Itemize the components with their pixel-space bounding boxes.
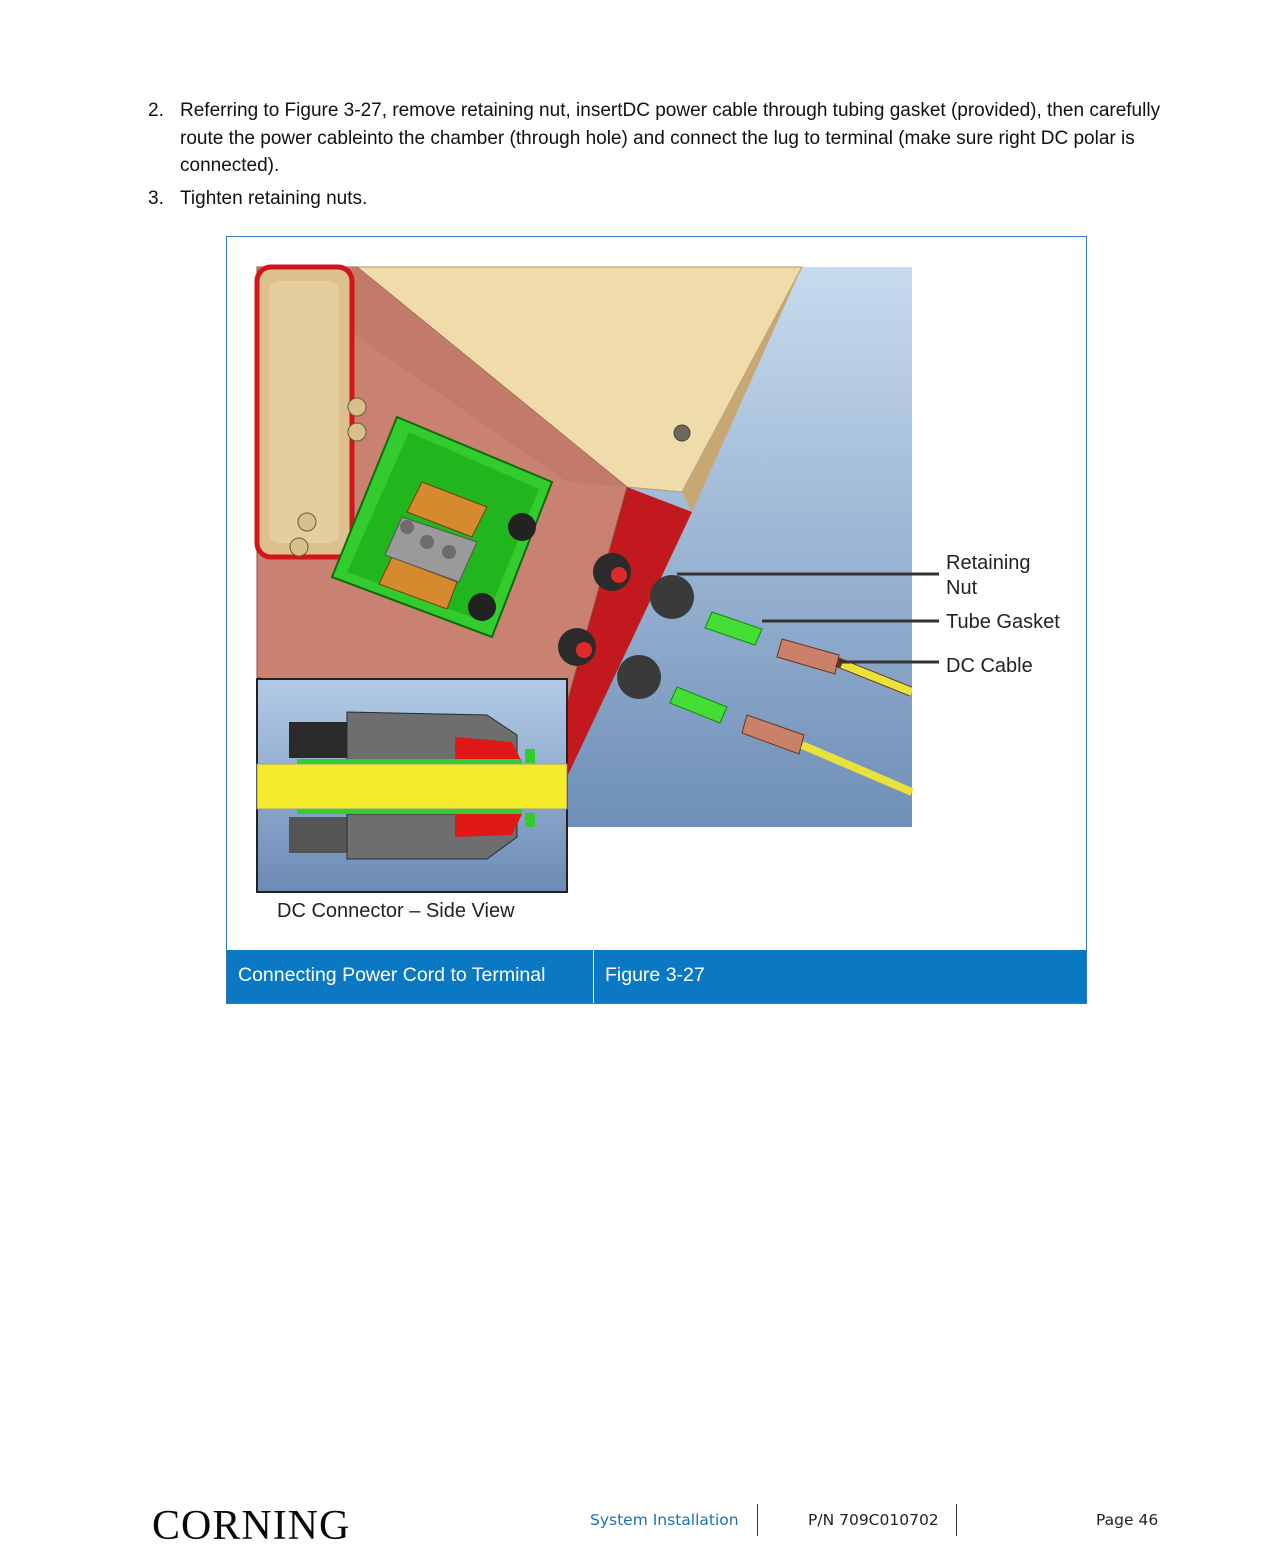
screw-icon — [674, 425, 690, 441]
step-text: Tighten retaining nuts. — [180, 187, 368, 209]
figure-caption-bar — [227, 950, 1086, 1003]
retaining-nut-icon — [617, 655, 661, 699]
hinge-icon — [348, 398, 366, 416]
hinge-icon — [298, 513, 316, 531]
inset-side-view — [257, 679, 567, 892]
step-number: 3. — [148, 187, 164, 209]
retaining-nut-icon — [650, 575, 694, 619]
callout-retaining-nut: Retaining — [946, 552, 1031, 574]
figure-caption-title: Connecting Power Cord to Terminal — [238, 964, 546, 986]
instruction-step — [148, 97, 1168, 180]
footer-divider — [956, 1504, 957, 1536]
inset-label: DC Connector – Side View — [277, 900, 515, 922]
corning-logo: CORNING — [152, 1503, 351, 1549]
hinge-icon — [348, 423, 366, 441]
instruction-list — [148, 97, 1168, 217]
figure-illustration — [227, 237, 1086, 950]
instruction-step — [148, 185, 1168, 213]
step-text: Referring to Figure 3-27, remove retaining nut, insertDC power cable through tubing gasket (provided), then carefully route the power cableinto the chamber (through hole) and connect the lug to terminal (make sure right DC polar is connected). — [180, 100, 1161, 176]
callout-retaining-nut: Nut — [946, 577, 978, 599]
page-footer — [0, 1500, 1275, 1548]
footer-part-number: P/N 709C010702 — [808, 1511, 939, 1529]
figure-frame — [226, 236, 1087, 1004]
footer-page-number: Page 46 — [1096, 1511, 1159, 1529]
figure-number: Figure 3-27 — [605, 964, 705, 986]
hinge-icon — [290, 538, 308, 556]
callout-tube-gasket: Tube Gasket — [946, 611, 1060, 633]
caption-divider — [593, 950, 594, 1003]
footer-section-title: System Installation — [590, 1511, 739, 1529]
callout-dc-cable: DC Cable — [946, 655, 1033, 677]
step-number: 2. — [148, 100, 164, 121]
footer-divider — [757, 1504, 758, 1536]
